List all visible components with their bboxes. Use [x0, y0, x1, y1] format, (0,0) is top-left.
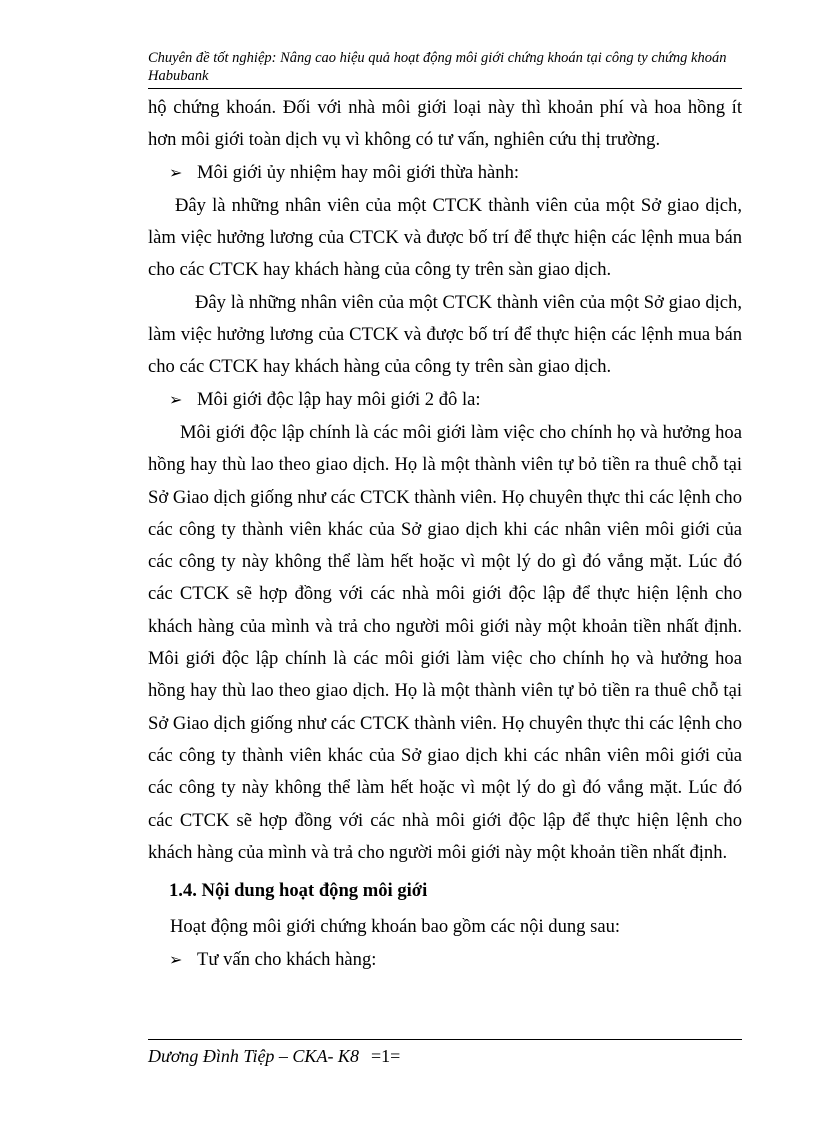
- footer-divider: [148, 1039, 742, 1040]
- arrow-bullet-icon: ➢: [169, 951, 183, 969]
- bullet-text-2: Môi giới độc lập hay môi giới 2 đô la:: [197, 388, 481, 410]
- bullet-text-3: Tư vấn cho khách hàng:: [197, 948, 377, 970]
- bullet-text-1: Môi giới ủy nhiệm hay môi giới thừa hành:: [197, 161, 520, 183]
- page-header: [148, 49, 742, 89]
- paragraph-3: Đây là những nhân viên của một CTCK thành viên của một Sở giao dịch, làm việc hưởng lương của CTCK và được bố trí để thực hiện các lệnh mua bán cho các CTCK hay khách hàng của công ty trên sàn giao dịch.: [148, 291, 742, 378]
- paragraph-5: Hoạt động môi giới chứng khoán bao gồm các nội dung sau:: [170, 916, 621, 938]
- footer-author: Dương Đình Tiệp – CKA- K8: [148, 1046, 359, 1066]
- paragraph-4: Môi giới độc lập chính là các môi giới làm việc cho chính họ và hưởng hoa hồng hay thù lao theo giao dịch. Họ là một thành viên tự bỏ tiền ra thuê chỗ tại Sở Giao dịch giống như các CTCK thành viên. Họ chuyên thực thi các lệnh cho các công ty thành viên khác của Sở giao dịch khi các nhân viên môi giới của các công ty này không thể làm hết hoặc vì một lý do gì đó vắng mặt. Lúc đó các CTCK sẽ hợp đồng với các nhà môi giới độc lập để thực hiện lệnh cho khách hàng của mình và trả cho người môi giới này một khoản tiền nhất định. Môi giới độc lập chính là các môi giới làm việc cho chính họ và hưởng hoa hồng hay thù lao theo giao dịch. Họ là một thành viên tự bỏ tiền ra thuê chỗ tại Sở Giao dịch giống như các CTCK thành viên. Họ chuyên thực thi các lệnh cho các công ty thành viên khác của Sở giao dịch khi các nhân viên môi giới của các công ty này không thể làm hết hoặc vì một lý do gì đó vắng mặt. Lúc đó các CTCK sẽ hợp đồng với các nhà môi giới độc lập để thực hiện lệnh cho khách hàng của mình và trả cho người môi giới này một khoản tiền nhất định.: [148, 421, 742, 863]
- arrow-bullet-icon: ➢: [169, 391, 183, 409]
- paragraph-1: hộ chứng khoán. Đối với nhà môi giới loại này thì khoản phí và hoa hồng ít hơn môi giới toàn dịch vụ vì không có tư vấn, nghiên cứu thị trường.: [148, 97, 742, 151]
- bullet-item-2: [148, 384, 742, 417]
- page-number: =1=: [370, 1046, 401, 1066]
- paragraph-2: Đây là những nhân viên của một CTCK thành viên của một Sở giao dịch, làm việc hưởng lương của CTCK và được bố trí để thực hiện các lệnh mua bán cho các CTCK hay khách hàng của công ty trên sàn giao dịch.: [148, 194, 742, 281]
- bullet-item-3: [148, 944, 742, 977]
- arrow-bullet-icon: ➢: [169, 164, 183, 182]
- header-text: Chuyên đề tốt nghiệp: Nâng cao hiệu quả hoạt động môi giới chứng khoán tại công ty chứng khoán Habubank: [148, 50, 727, 84]
- section-heading: 1.4. Nội dung hoạt động môi giới: [169, 880, 428, 902]
- document-body: [148, 92, 742, 977]
- bullet-item-1: [148, 157, 742, 190]
- page-footer: [148, 1045, 400, 1067]
